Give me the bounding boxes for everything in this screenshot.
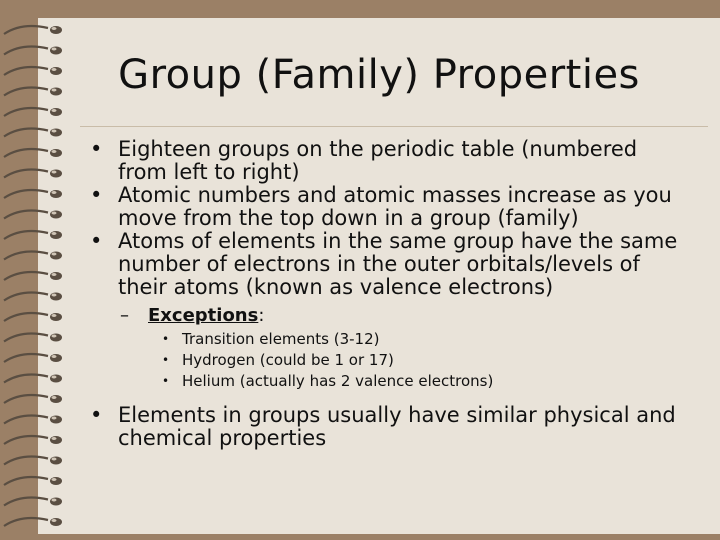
spiral-hole [50, 436, 62, 444]
spiral-coil [4, 170, 48, 178]
spiral-highlight [52, 499, 57, 502]
spiral-highlight [52, 27, 57, 30]
spiral-highlight [52, 212, 57, 215]
dash-glyph: – [120, 305, 129, 326]
spiral-coil [4, 272, 48, 280]
spiral-highlight [52, 109, 57, 112]
bullet-glyph: • [162, 332, 170, 346]
spiral-hole [50, 457, 62, 465]
spiral-highlight [52, 376, 57, 379]
spiral-hole [50, 272, 62, 280]
spiral-coil [4, 518, 48, 526]
spiral-highlight [52, 253, 57, 256]
bullet-glyph: • [90, 183, 103, 207]
spiral-coil [4, 108, 48, 116]
exception-text: Transition elements (3-12) [182, 330, 380, 348]
spiral-hole [50, 252, 62, 260]
spiral-highlight [52, 335, 57, 338]
spiral-highlight [52, 273, 57, 276]
exception-text: Hydrogen (could be 1 or 17) [182, 351, 394, 369]
bullet-item [90, 230, 690, 299]
spiral-highlight [52, 232, 57, 235]
spiral-highlight [52, 478, 57, 481]
slide-title: Group (Family) Properties [118, 52, 640, 98]
bullet-glyph: • [162, 374, 170, 388]
spiral-hole [50, 334, 62, 342]
spiral-coil [4, 190, 48, 198]
spiral-coil [4, 313, 48, 321]
spiral-highlight [52, 314, 57, 317]
spiral-coil [4, 498, 48, 506]
sub-bullet-exceptions [120, 305, 690, 327]
spiral-hole [50, 375, 62, 383]
spiral-hole [50, 170, 62, 178]
spiral-highlight [52, 396, 57, 399]
spiral-coil [4, 293, 48, 301]
exception-text: Helium (actually has 2 valence electrons) [182, 372, 494, 390]
spiral-coil [4, 416, 48, 424]
exception-item [162, 329, 690, 350]
spiral-highlight [52, 437, 57, 440]
spiral-coil [4, 395, 48, 403]
spiral-hole [50, 211, 62, 219]
spiral-coil [4, 129, 48, 137]
exceptions-heading: Exceptions [148, 305, 259, 326]
spiral-hole [50, 26, 62, 34]
spiral-highlight [52, 519, 57, 522]
spiral-highlight [52, 48, 57, 51]
spiral-highlight [52, 417, 57, 420]
spiral-coil [4, 211, 48, 219]
spiral-highlight [52, 458, 57, 461]
spiral-coil [4, 457, 48, 465]
spiral-hole [50, 231, 62, 239]
bullet-glyph: • [90, 403, 103, 427]
spiral-highlight [52, 150, 57, 153]
spiral-coil [4, 231, 48, 239]
bullet-text: Eighteen groups on the periodic table (numbered from left to right) [118, 137, 638, 184]
spiral-coil [4, 252, 48, 260]
spiral-highlight [52, 355, 57, 358]
spiral-coil [4, 334, 48, 342]
exceptions-list [90, 329, 690, 392]
spiral-hole [50, 518, 62, 526]
spiral-highlight [52, 294, 57, 297]
bullet-item [90, 184, 690, 230]
spiral-hole [50, 354, 62, 362]
spiral-hole [50, 498, 62, 506]
spiral-coil [4, 26, 48, 34]
spiral-hole [50, 149, 62, 157]
bullet-text: Atomic numbers and atomic masses increase as you move from the top down in a group (family) [118, 183, 672, 230]
spiral-coil [4, 149, 48, 157]
title-divider [80, 126, 708, 127]
spiral-hole [50, 108, 62, 116]
spiral-coil [4, 436, 48, 444]
spiral-hole [50, 129, 62, 137]
bullet-glyph: • [90, 137, 103, 161]
spiral-highlight [52, 130, 57, 133]
bullet-glyph: • [162, 353, 170, 367]
exception-item [162, 350, 690, 371]
slide-content [90, 138, 690, 450]
exceptions-colon: : [258, 305, 265, 326]
bullet-text: Elements in groups usually have similar physical and chemical properties [118, 403, 676, 450]
spiral-coil [4, 375, 48, 383]
bullet-text: Atoms of elements in the same group have the same number of electrons in the outer orbitals/levels of their atoms (known as valence electrons) [118, 229, 678, 299]
spiral-hole [50, 293, 62, 301]
spiral-hole [50, 477, 62, 485]
spiral-highlight [52, 191, 57, 194]
spiral-hole [50, 416, 62, 424]
spiral-hole [50, 395, 62, 403]
spiral-coil [4, 354, 48, 362]
bullet-item [90, 404, 690, 450]
spiral-hole [50, 190, 62, 198]
bullet-item [90, 138, 690, 184]
spiral-highlight [52, 171, 57, 174]
bullet-glyph: • [90, 229, 103, 253]
exception-item [162, 371, 690, 392]
spiral-hole [50, 313, 62, 321]
spiral-coil [4, 477, 48, 485]
